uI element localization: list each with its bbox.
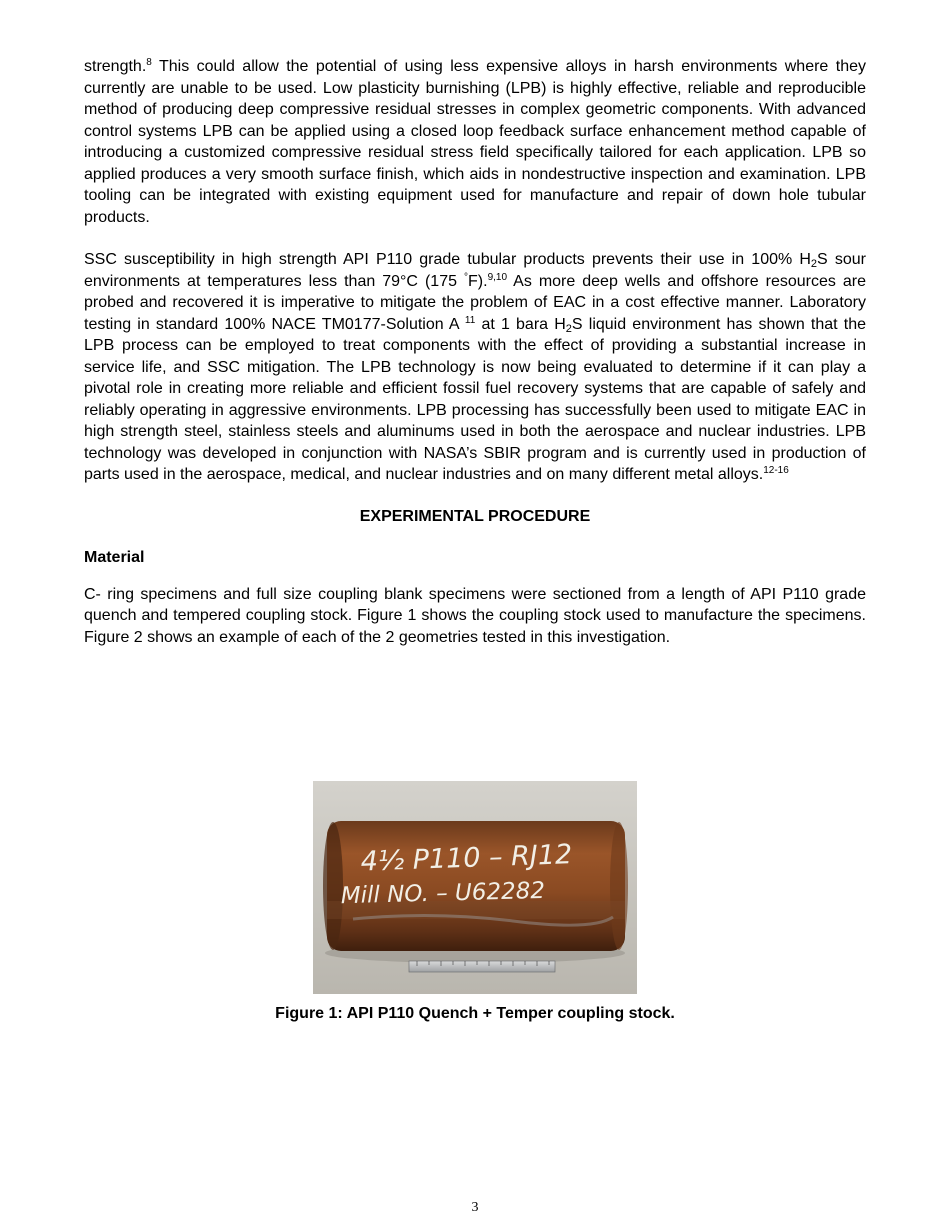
citation-superscript: 11 [464, 314, 476, 326]
figure-coupling-stock-photo [313, 781, 637, 994]
paragraph-lpb-intro: strength.$^8$ This could allow the potential of using less expensive alloys in harsh environments where they currently are unable to be used. Low plasticity burnishing (LPB) is highly effective, reliable and reproducible method of producing deep compressive residual stresses in complex geometric components. With advanced control systems LPB can be applied using a closed loop feedback surface enhancement method capable of introducing a customized compressive residual stress field specifically tailored for each application. LPB so applied produces a very smooth surface finish, which aids in nondestructive inspection and examination. LPB tooling can be integrated with existing equipment used for manufacture and repair of down hole tubular products. [84, 57, 866, 226]
citation-superscript: 12-16 [763, 465, 789, 476]
marking-line2: Mill NO. – U62282 [340, 877, 546, 910]
subscript: 2 [810, 258, 818, 270]
paragraph-material: C- ring specimens and full size coupling blank specimens were sectioned from a length of API P110 grade quench and tempered coupling stock. Figure 1 shows the coupling stock used to manufacture the specimens. Figure 2 shows an example of each of the 2 geometries tested in this investigation. [84, 585, 866, 646]
citation-superscript: 8 [146, 57, 152, 68]
page-number: 3 [471, 1200, 479, 1215]
page-content [84, 56, 866, 648]
subsection-heading: Material [84, 549, 145, 566]
subscript: 2 [565, 322, 572, 335]
citation-superscript: 9,10 [487, 271, 508, 283]
marking-line1: 4½ P110 – RJ12 [360, 839, 573, 878]
figure-caption: Figure 1: API P110 Quench + Temper coupling stock. [275, 1005, 675, 1022]
degree-superscript: ° [464, 271, 469, 283]
section-heading: EXPERIMENTAL PROCEDURE [359, 507, 591, 525]
paragraph-ssc-susceptibility: SSC susceptibility in high strength API P110 grade tubular products prevents their use in 100% $H_2S$ sour environments at temperatures less than 79°C (175 °F).$^{9,10}$ As more deep wells and offshore resources are probed and recovered it is imperative to mitigate the problem of EAC in a cost effective manner. Laboratory testing in standard 100% NACE TM0177-Solution A $^{11}$ at 1 bara $H_2S$ liquid environment has shown that the LPB process can be employed to treat components with the effect of providing a substantial increase in service life, and SSC mitigation. The LPB technology is now being evaluated to determine if it can play a pivotal role in creating more reliable and efficient fossil fuel recovery systems that are capable of safely and reliably operating in aggressive environments. LPB processing has successfully been used to mitigate EAC in high strength steel, stainless steels and aluminums used in both the aerospace and nuclear industries. LPB technology was developed in conjunction with NASA’s SBIR program and is currently used in production of parts used in the aerospace, medical, and nuclear industries and on many different metal alloys.$^{12-16}$ [84, 251, 867, 483]
